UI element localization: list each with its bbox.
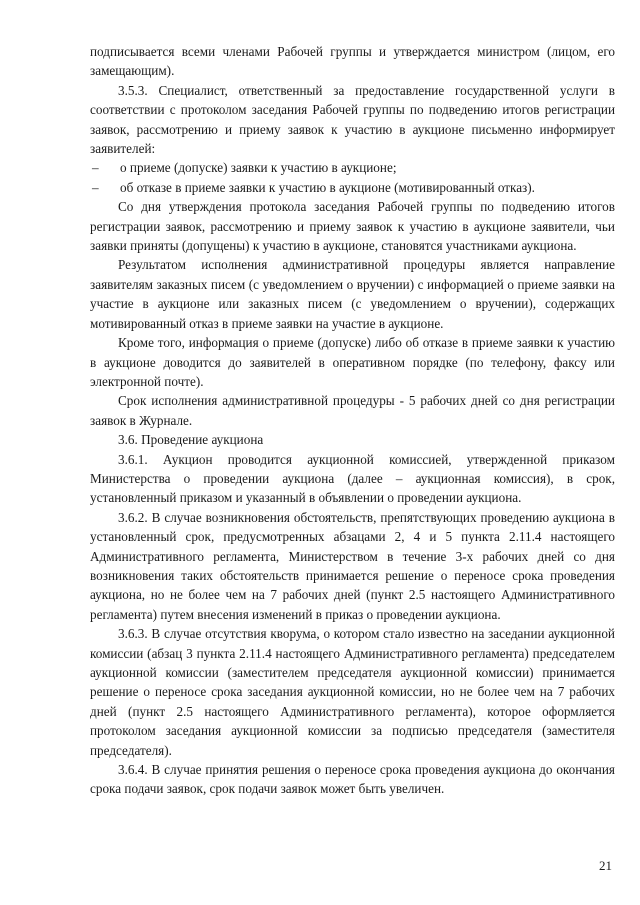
paragraph-12: 3.6.4. В случае принятия решения о переносе срока проведения аукциона до окончания срока подачи заявок, срок подачи заявок может быть увеличен. bbox=[90, 762, 615, 797]
dash-item-text: об отказе в приеме заявки к участию в аукционе (мотивированный отказ). bbox=[120, 179, 535, 195]
paragraph-5: Результатом исполнения административной процедуры является направление заявителям заказных писем (с уведомлением о вручении) с информацией о приеме заявки на участие в аукционе или заказных писем (с уведомлением о вручении), содержащих мотивированный отказ в приеме заявки на участие в аукционе. bbox=[90, 257, 615, 331]
page-number: 21 bbox=[599, 858, 612, 873]
section-heading: 3.6. Проведение аукциона bbox=[118, 432, 264, 448]
dash-mark: – bbox=[92, 179, 99, 195]
paragraph-7: Срок исполнения административной процедуры - 5 рабочих дней со дня регистрации заявок в Журнале. bbox=[90, 393, 615, 428]
dash-item-text: о приеме (допуске) заявки к участию в аукционе; bbox=[120, 160, 397, 176]
dash-mark: – bbox=[92, 160, 99, 176]
paragraph-9: 3.6.1. Аукцион проводится аукционной комиссией, утвержденной приказом Министерства о проведении аукциона (далее – аукционная комиссия), в срок, установленный приказом и указанный в объявлении о проведении аукциона. bbox=[90, 451, 615, 506]
dash-item-2 bbox=[90, 158, 615, 177]
document-page bbox=[90, 42, 615, 799]
paragraph-4: Со дня утверждения протокола заседания Рабочей группы по подведению итогов регистрации заявок, рассмотрению и приему заявок к участию в аукционе заявители, чьи заявки приняты (допущены) к участию в аукционе, становятся участниками аукциона. bbox=[90, 199, 615, 254]
paragraph-0: подписывается всеми членами Рабочей группы и утверждается министром (лицом, его замещающим). bbox=[90, 44, 615, 79]
paragraph-6: Кроме того, информация о приеме (допуске) либо об отказе в приеме заявки к участию в аукционе доводится до заявителей в оперативном порядке (по телефону, факсу или электронной почте). bbox=[90, 335, 615, 389]
dash-item-3 bbox=[90, 178, 615, 197]
paragraph-10: 3.6.2. В случае возникновения обстоятельств, препятствующих проведению аукциона в установленный срок, предусмотренных абзацами 2, 4 и 5 пункта 2.11.4 настоящего Административного регламента, Министерством в течение 3-х рабочих дней со дня возникновения таких обстоятельств принимается решение о переносе срока проведения аукциона, но не более чем на 7 рабочих дней (пункт 2.5 настоящего Административного регламента) путем внесения изменений в приказ о проведении аукциона. bbox=[90, 509, 615, 622]
paragraph-1: 3.5.3. Специалист, ответственный за предоставление государственной услуги в соответствии с протоколом заседания Рабочей группы по подведению итогов регистрации заявок, рассмотрению и приему заявок к участию в аукционе письменно информирует заявителей: bbox=[90, 82, 615, 157]
paragraph-11: 3.6.3. В случае отсутствия кворума, о котором стало известно на заседании аукционной комиссии (абзац 3 пункта 2.11.4 настоящего Административного регламента) председателем аукционной комиссии (заместителем председателя аукционной комиссии) принимается решение о переносе срока заседания аукционной комиссии, но не более чем на 7 рабочих дней (пункт 2.5 настоящего Административного регламента), которое оформляется протоколом заседания аукционной комиссии за подписью председателя (заместителя председателя). bbox=[90, 626, 615, 758]
